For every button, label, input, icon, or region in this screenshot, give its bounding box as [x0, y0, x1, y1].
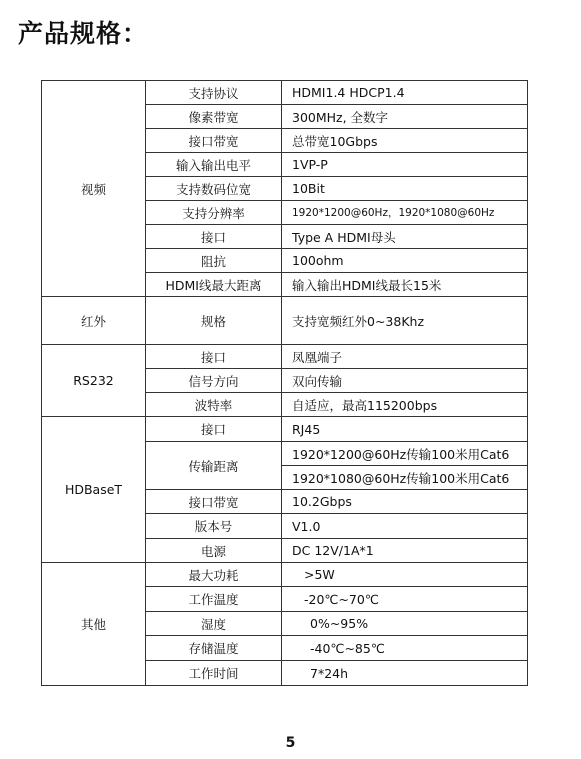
spec-label: 波特率 [146, 393, 282, 417]
spec-label: 规格 [146, 297, 282, 345]
spec-value: >5W [282, 563, 528, 587]
spec-value: HDMI1.4 HDCP1.4 [282, 81, 528, 105]
spec-label: 工作温度 [146, 587, 282, 612]
spec-value: 100ohm [282, 249, 528, 273]
spec-label: 接口带宽 [146, 129, 282, 153]
spec-value: -40℃~85℃ [282, 636, 528, 661]
spec-label: 阻抗 [146, 249, 282, 273]
spec-value: Type A HDMI母头 [282, 225, 528, 249]
spec-value: 1920*1200@60Hz传输100米用Cat6 [282, 442, 528, 466]
spec-value: 10Bit [282, 177, 528, 201]
spec-label: 工作时间 [146, 661, 282, 686]
table-row [42, 563, 528, 587]
section-video: 视频 [42, 81, 146, 297]
spec-label: 支持协议 [146, 81, 282, 105]
spec-value: 总带宽10Gbps [282, 129, 528, 153]
spec-value: 支持宽频红外0~38Khz [282, 297, 528, 345]
spec-label: 接口 [146, 225, 282, 249]
table-row [42, 297, 528, 345]
spec-value: 输入输出HDMI线最长15米 [282, 273, 528, 297]
spec-value: RJ45 [282, 417, 528, 442]
spec-label: 支持分辨率 [146, 201, 282, 225]
section-hdbaset: HDBaseT [42, 417, 146, 563]
spec-value: V1.0 [282, 514, 528, 539]
spec-table [41, 80, 528, 686]
page-number: 5 [285, 735, 296, 751]
spec-label: 像素带宽 [146, 105, 282, 129]
section-other: 其他 [42, 563, 146, 686]
spec-value: 0%~95% [282, 612, 528, 636]
spec-value: 凤凰端子 [282, 345, 528, 369]
spec-label: 版本号 [146, 514, 282, 539]
spec-value: 300MHz, 全数字 [282, 105, 528, 129]
spec-label: 接口带宽 [146, 490, 282, 514]
spec-label: 支持数码位宽 [146, 177, 282, 201]
spec-label: 存储温度 [146, 636, 282, 661]
spec-label: 电源 [146, 539, 282, 563]
spec-label: 传输距离 [146, 442, 282, 490]
spec-value: 双向传输 [282, 369, 528, 393]
spec-value: 7*24h [282, 661, 528, 686]
spec-label: 最大功耗 [146, 563, 282, 587]
table-row [42, 81, 528, 105]
spec-value: 1920*1080@60Hz传输100米用Cat6 [282, 466, 528, 490]
spec-value: DC 12V/1A*1 [282, 539, 528, 563]
section-infrared: 红外 [42, 297, 146, 345]
table-row [42, 417, 528, 442]
spec-label: 信号方向 [146, 369, 282, 393]
spec-value: 1VP-P [282, 153, 528, 177]
spec-value: 自适应，最高115200bps [282, 393, 528, 417]
spec-label: 接口 [146, 345, 282, 369]
page-title: 产品规格： [18, 19, 149, 48]
table-row [42, 345, 528, 369]
spec-label: 湿度 [146, 612, 282, 636]
spec-label: HDMI线最大距离 [146, 273, 282, 297]
spec-label: 输入输出电平 [146, 153, 282, 177]
spec-value: -20℃~70℃ [282, 587, 528, 612]
spec-label: 接口 [146, 417, 282, 442]
spec-value: 1920*1200@60Hz，1920*1080@60Hz [282, 201, 528, 225]
section-rs232: RS232 [42, 345, 146, 417]
spec-value: 10.2Gbps [282, 490, 528, 514]
